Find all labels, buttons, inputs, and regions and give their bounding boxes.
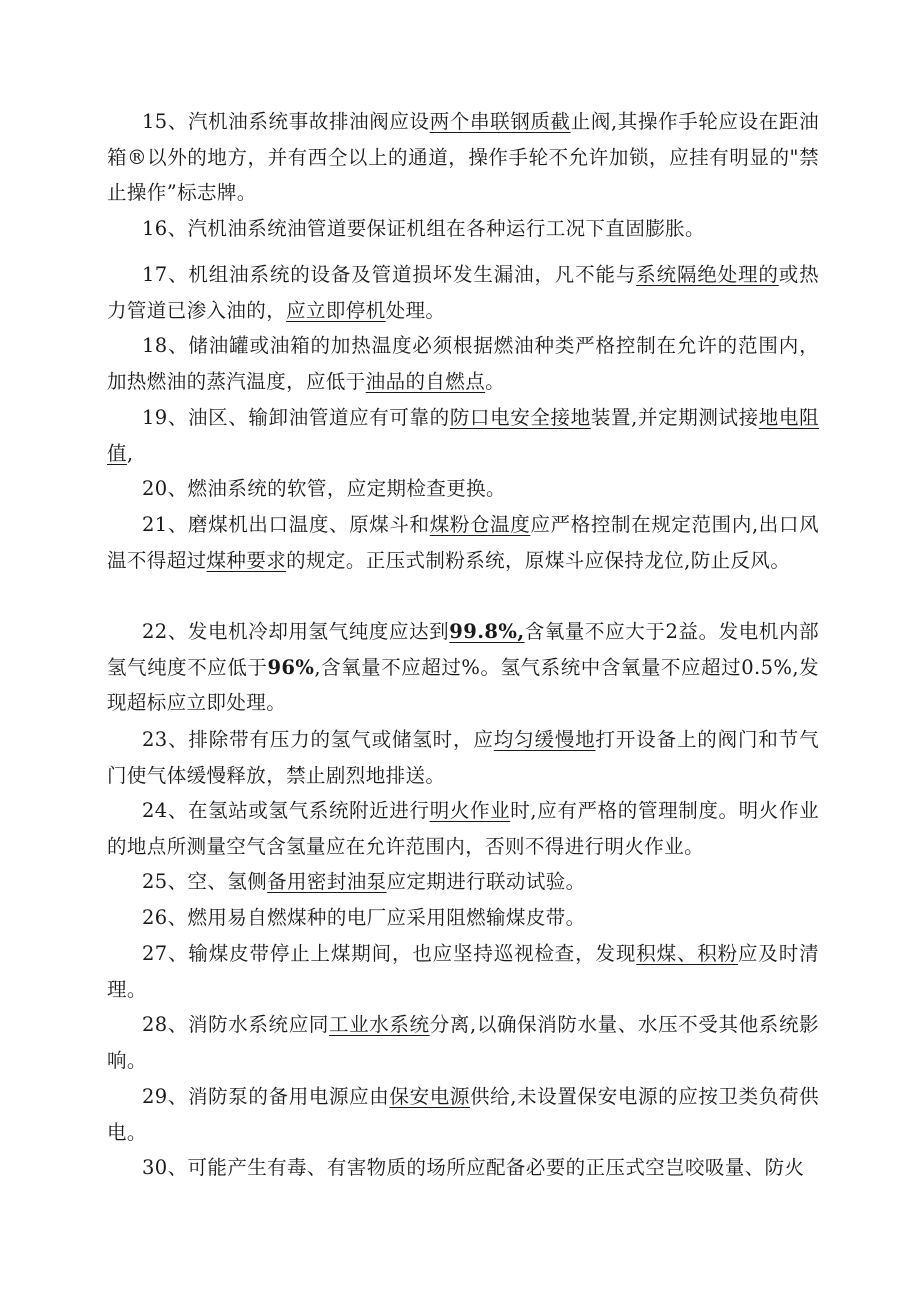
text-seg: 17、机组油系统的设备及管道损坏发生漏油，凡不能与 — [142, 263, 637, 286]
text-seg: 分离,以确保消防水量、水压不受其他系统影响。 — [107, 1013, 819, 1072]
underlined-term: 系统隔绝处理的 — [636, 263, 779, 286]
paragraph-item-23 — [107, 722, 819, 793]
text-seg: 止阀,其操作手轮应设在距油箱®以外的地方，并有西仝以上的通道，操作手轮不允许加锁，应挂有明显的"禁止操作”标志牌。 — [107, 110, 819, 205]
text-seg: 24、在氢站或氢气系统附近进行 — [142, 799, 430, 822]
text-seg: 应定期进行联动试验。 — [386, 870, 586, 893]
paragraph-item-26 — [107, 900, 819, 936]
text-seg: 应严格控制在规定范围内,出口风温不得超过 — [107, 513, 819, 572]
paragraph-item-16 — [107, 211, 819, 247]
underlined-term: 煤种要求 — [206, 548, 287, 572]
text-seg: 30、可能产生有毒、有害物质的场所应配备必要的正压式空岂咬吸量、防火 — [142, 1156, 805, 1179]
text-seg: 29、消防泵的备用电源应由 — [142, 1085, 390, 1108]
underlined-term: 地电阻值 — [107, 406, 819, 465]
underlined-term: 积煤、积粉 — [636, 942, 739, 965]
paragraph-item-28 — [107, 1007, 819, 1078]
underlined-term: 保安电源 — [389, 1085, 470, 1108]
text-seg: 22、发电机冷却用氢气纯度应达到 — [142, 620, 450, 643]
paragraph-item-29 — [107, 1079, 819, 1150]
text-seg: 装置,并定期测试接 — [590, 406, 759, 429]
underlined-term: 防口电安全接地 — [449, 406, 591, 429]
text-seg: , — [126, 441, 134, 465]
underlined-term: 应立即停机 — [286, 298, 386, 322]
text-seg: 19、油区、输卸油管道应有可靠的 — [142, 406, 450, 429]
text-seg: 或热力管道已渗入油的， — [107, 263, 819, 322]
text-seg: 27、输煤皮带停止上煤期间，也应坚持巡视检查，发现 — [142, 942, 637, 965]
paragraph-item-22 — [107, 614, 819, 721]
paragraph-item-24 — [107, 793, 819, 864]
underlined-term: 均匀缓慢地 — [493, 728, 596, 751]
text-seg: 含氧量不应大于2益。发电机内部氢气纯度不应低于 — [107, 620, 819, 679]
text-seg: 处理。 — [385, 298, 446, 322]
text-seg: 15、汽机油系统事故排油阀应设 — [142, 110, 430, 133]
text-seg: 应及时清理。 — [107, 942, 819, 1001]
paragraph-item-19 — [107, 400, 819, 471]
paragraph-item-25 — [107, 864, 819, 900]
text-seg: 打开设备上的阀门和节气门使气体缓慢释放，禁止剧烈地排送。 — [107, 728, 819, 787]
text-seg: 的规定。正压式制粉系统，原煤斗应保持龙位,防止反风。 — [286, 548, 791, 572]
underlined-term: 明火作业 — [429, 799, 511, 822]
text-seg: 16、汽机油系统油管道要保证机组在各种运行工况下直固膨胀。 — [142, 217, 705, 240]
text-seg: 23、排除带有压力的氢气或储氢时，应 — [142, 728, 494, 751]
text-seg: 18、储油罐或油箱的加热温度必须根据燃油种类严格控制在允许的范围内，加热燃油的蒸汽温度，应低于 — [107, 334, 819, 393]
paragraph-item-17 — [107, 257, 819, 328]
paragraph-item-30 — [107, 1150, 819, 1186]
paragraph-item-20 — [107, 471, 819, 507]
underlined-value: 99.8%, — [449, 620, 525, 643]
underlined-term: 煤粉仓温度 — [429, 513, 531, 536]
underlined-term: 工业水系统 — [328, 1013, 430, 1036]
paragraph-item-15 — [107, 104, 819, 211]
text-seg: 供给,未设置保安电源的应按卫类负荷供电。 — [107, 1085, 820, 1144]
text-seg: 25、空、氢侧 — [142, 870, 268, 893]
text-seg: 20、燃油系统的软管，应定期检查更换。 — [142, 477, 506, 500]
underlined-term: 油品的自燃点 — [365, 369, 486, 393]
text-seg: 28、消防水系统应同 — [142, 1013, 329, 1036]
text-seg: 26、燃用易自燃煤种的电厂应采用阻燃输煤皮带。 — [142, 906, 586, 929]
text-seg: 时,应有严格的管理制度。明火作业的地点所测量空气含氢量应在允许范围内，否则不得进行明火作业。 — [107, 799, 819, 858]
text-seg: ,含氧量不应超过%。氢气系统中含氧量不应超过0.5%,发现超标应立即处理。 — [107, 655, 820, 715]
bold-value: 96% — [267, 655, 315, 679]
text-seg: 。 — [485, 369, 506, 393]
text-seg: 21、磨煤机出口温度、原煤斗和 — [142, 513, 430, 536]
underlined-term: 备用密封油泵 — [267, 870, 387, 893]
underlined-term: 两个串联钢质截 — [429, 110, 571, 133]
paragraph-item-27 — [107, 936, 819, 1007]
paragraph-item-21 — [107, 507, 819, 578]
paragraph-item-18 — [107, 328, 819, 399]
